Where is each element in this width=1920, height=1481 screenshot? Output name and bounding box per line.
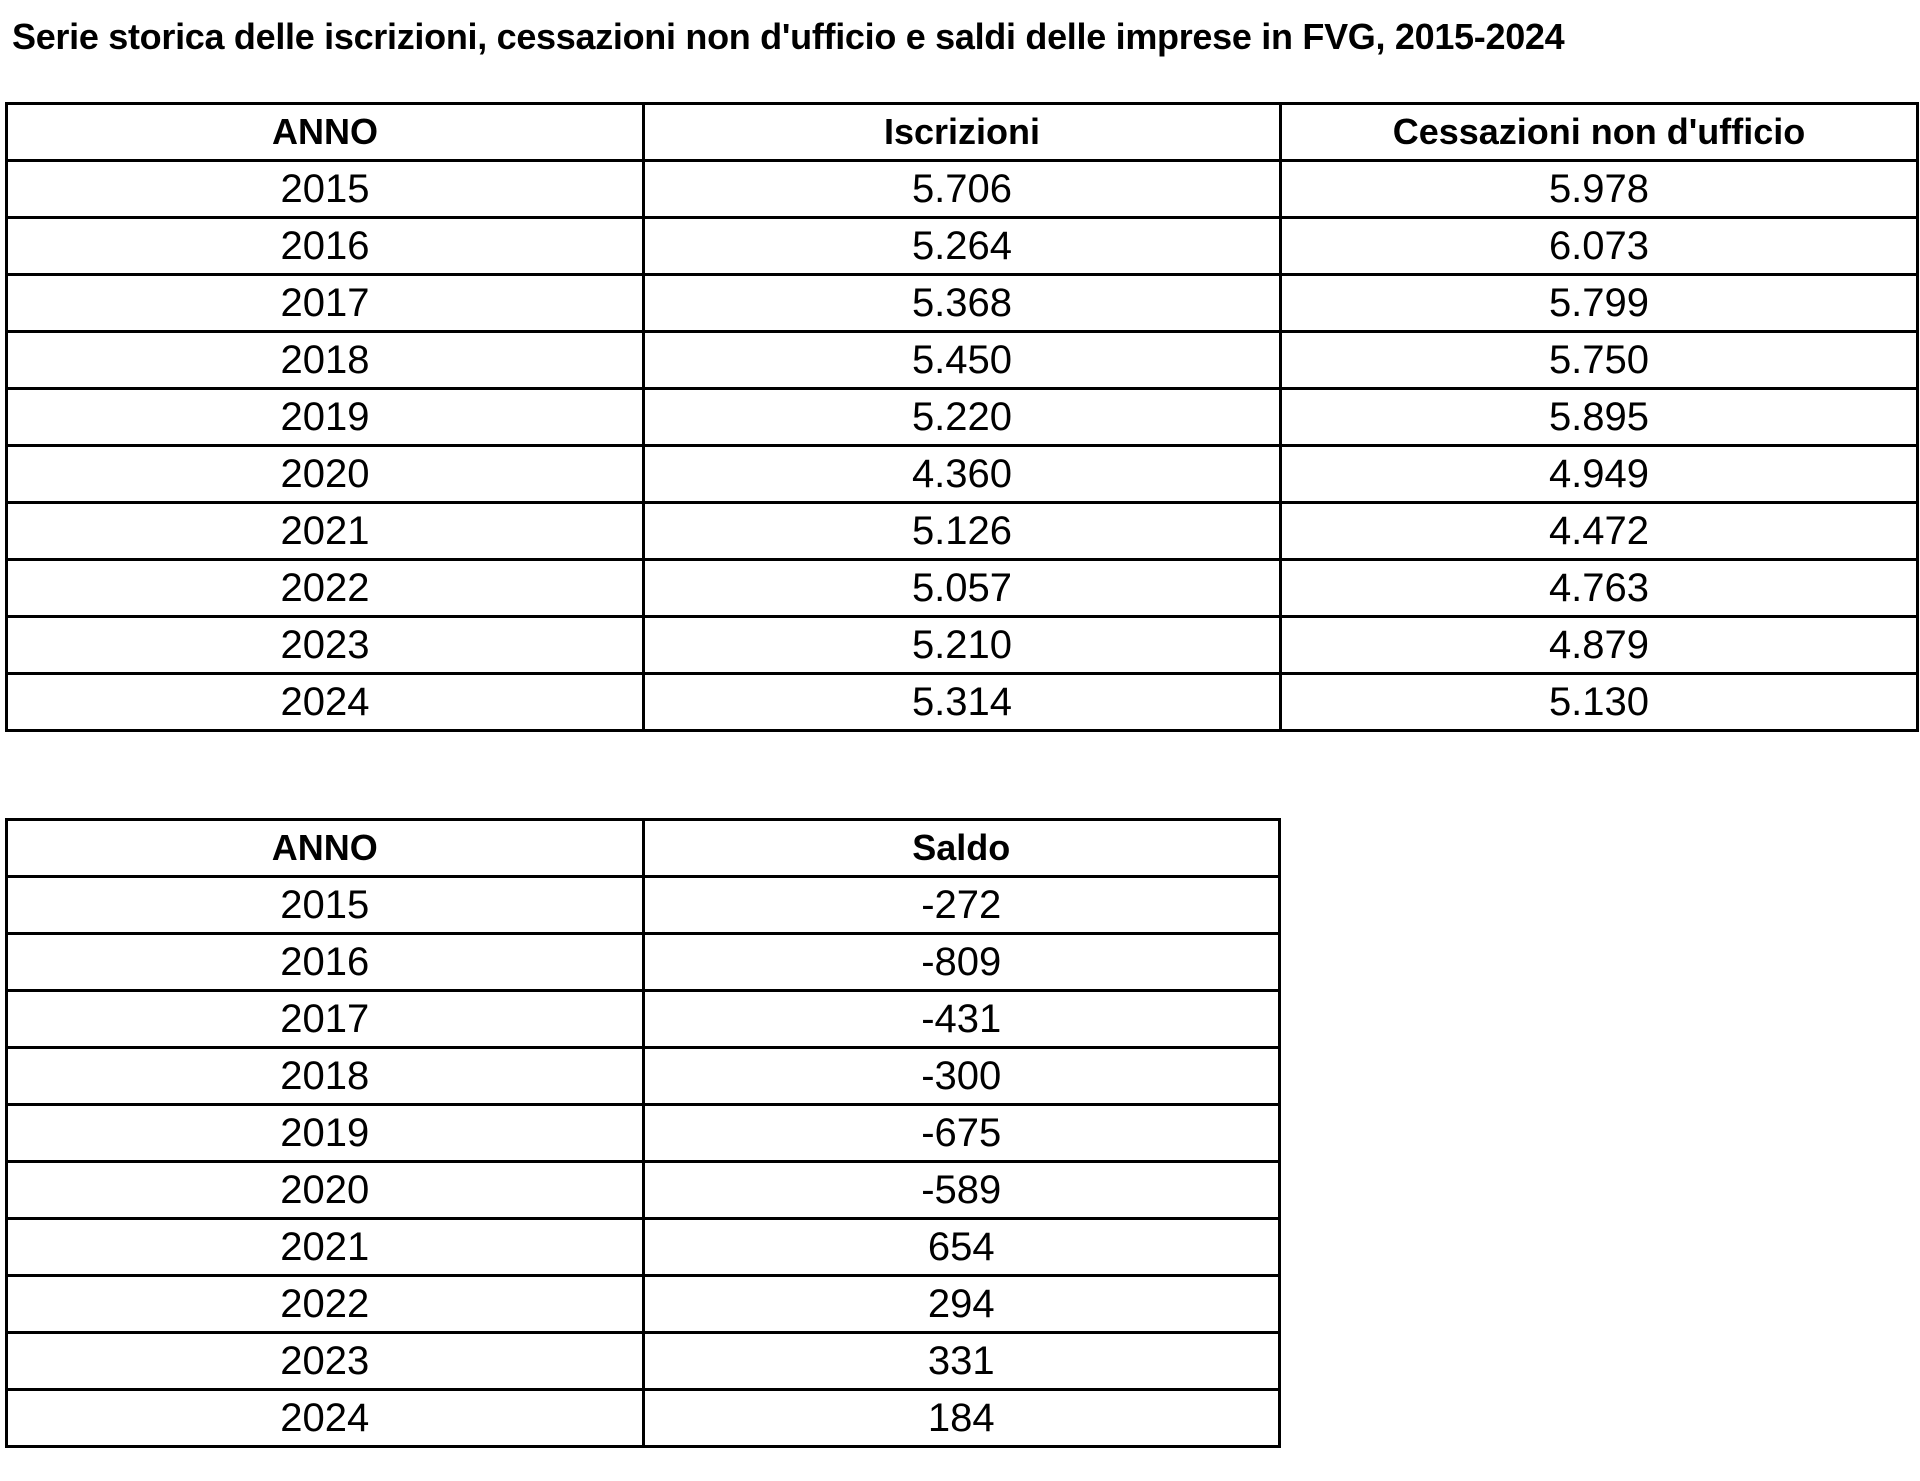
column-header: ANNO xyxy=(7,820,644,877)
table-row xyxy=(7,1390,1280,1447)
table-cell: 4.949 xyxy=(1281,446,1918,503)
table-row xyxy=(7,934,1280,991)
column-header: ANNO xyxy=(7,104,644,161)
table-cell: 4.472 xyxy=(1281,503,1918,560)
table-cell: 5.978 xyxy=(1281,161,1918,218)
table-cell: 2021 xyxy=(7,503,644,560)
table-row xyxy=(7,332,1918,389)
table-row xyxy=(7,1333,1280,1390)
table-row xyxy=(7,560,1918,617)
table-cell: -431 xyxy=(643,991,1280,1048)
table-row xyxy=(7,389,1918,446)
column-header: Cessazioni non d'ufficio xyxy=(1281,104,1918,161)
table-cell: 2017 xyxy=(7,275,644,332)
table-header-row xyxy=(7,820,1280,877)
table-row xyxy=(7,218,1918,275)
table-cell: 5.450 xyxy=(644,332,1281,389)
page-title: Serie storica delle iscrizioni, cessazioni non d'ufficio e saldi delle imprese in FVG, 2015-2024 xyxy=(12,16,1565,57)
table-cell: 4.360 xyxy=(644,446,1281,503)
table-cell: 5.895 xyxy=(1281,389,1918,446)
table-cell: 2015 xyxy=(7,877,644,934)
table-header-row xyxy=(7,104,1918,161)
table-cell: 5.264 xyxy=(644,218,1281,275)
table-cell: 2019 xyxy=(7,389,644,446)
table-cell: 5.210 xyxy=(644,617,1281,674)
table-cell: 294 xyxy=(643,1276,1280,1333)
table-cell: 2024 xyxy=(7,674,644,731)
table-cell: 6.073 xyxy=(1281,218,1918,275)
table-cell: -675 xyxy=(643,1105,1280,1162)
table-row xyxy=(7,1276,1280,1333)
table-cell: 2024 xyxy=(7,1390,644,1447)
table-row xyxy=(7,161,1918,218)
table-row xyxy=(7,1162,1280,1219)
table-row xyxy=(7,1048,1280,1105)
table-cell: 654 xyxy=(643,1219,1280,1276)
table-cell: 2016 xyxy=(7,218,644,275)
table-cell: 5.057 xyxy=(644,560,1281,617)
column-header: Saldo xyxy=(643,820,1280,877)
table-row xyxy=(7,446,1918,503)
table-cell: 2023 xyxy=(7,1333,644,1390)
table-cell: -272 xyxy=(643,877,1280,934)
table-cell: 2020 xyxy=(7,1162,644,1219)
table-row xyxy=(7,617,1918,674)
table-cell: 5.314 xyxy=(644,674,1281,731)
table-cell: 184 xyxy=(643,1390,1280,1447)
table-cell: 2021 xyxy=(7,1219,644,1276)
table-cell: 5.799 xyxy=(1281,275,1918,332)
table-cell: 5.750 xyxy=(1281,332,1918,389)
table-cell: -300 xyxy=(643,1048,1280,1105)
table-cell: 2020 xyxy=(7,446,644,503)
table-cell: 2017 xyxy=(7,991,644,1048)
table-cell: 5.126 xyxy=(644,503,1281,560)
table-cell: 5.220 xyxy=(644,389,1281,446)
table-row xyxy=(7,1105,1280,1162)
table-cell: 2022 xyxy=(7,560,644,617)
table-cell: 5.706 xyxy=(644,161,1281,218)
table-cell: 331 xyxy=(643,1333,1280,1390)
table-cell: 2019 xyxy=(7,1105,644,1162)
table-cell: 2022 xyxy=(7,1276,644,1333)
table-cell: 4.763 xyxy=(1281,560,1918,617)
table-cell: 5.130 xyxy=(1281,674,1918,731)
table-cell: 5.368 xyxy=(644,275,1281,332)
table-row xyxy=(7,503,1918,560)
table-cell: 2015 xyxy=(7,161,644,218)
table-cell: 2016 xyxy=(7,934,644,991)
column-header: Iscrizioni xyxy=(644,104,1281,161)
table-row xyxy=(7,275,1918,332)
table-cell: 2023 xyxy=(7,617,644,674)
table-row xyxy=(7,674,1918,731)
saldo-table xyxy=(5,818,1281,1448)
iscrizioni-cessazioni-table xyxy=(5,102,1919,732)
table-cell: 4.879 xyxy=(1281,617,1918,674)
table-cell: 2018 xyxy=(7,1048,644,1105)
table-cell: 2018 xyxy=(7,332,644,389)
table-row xyxy=(7,877,1280,934)
table-row xyxy=(7,991,1280,1048)
table-cell: -809 xyxy=(643,934,1280,991)
table-cell: -589 xyxy=(643,1162,1280,1219)
table-row xyxy=(7,1219,1280,1276)
